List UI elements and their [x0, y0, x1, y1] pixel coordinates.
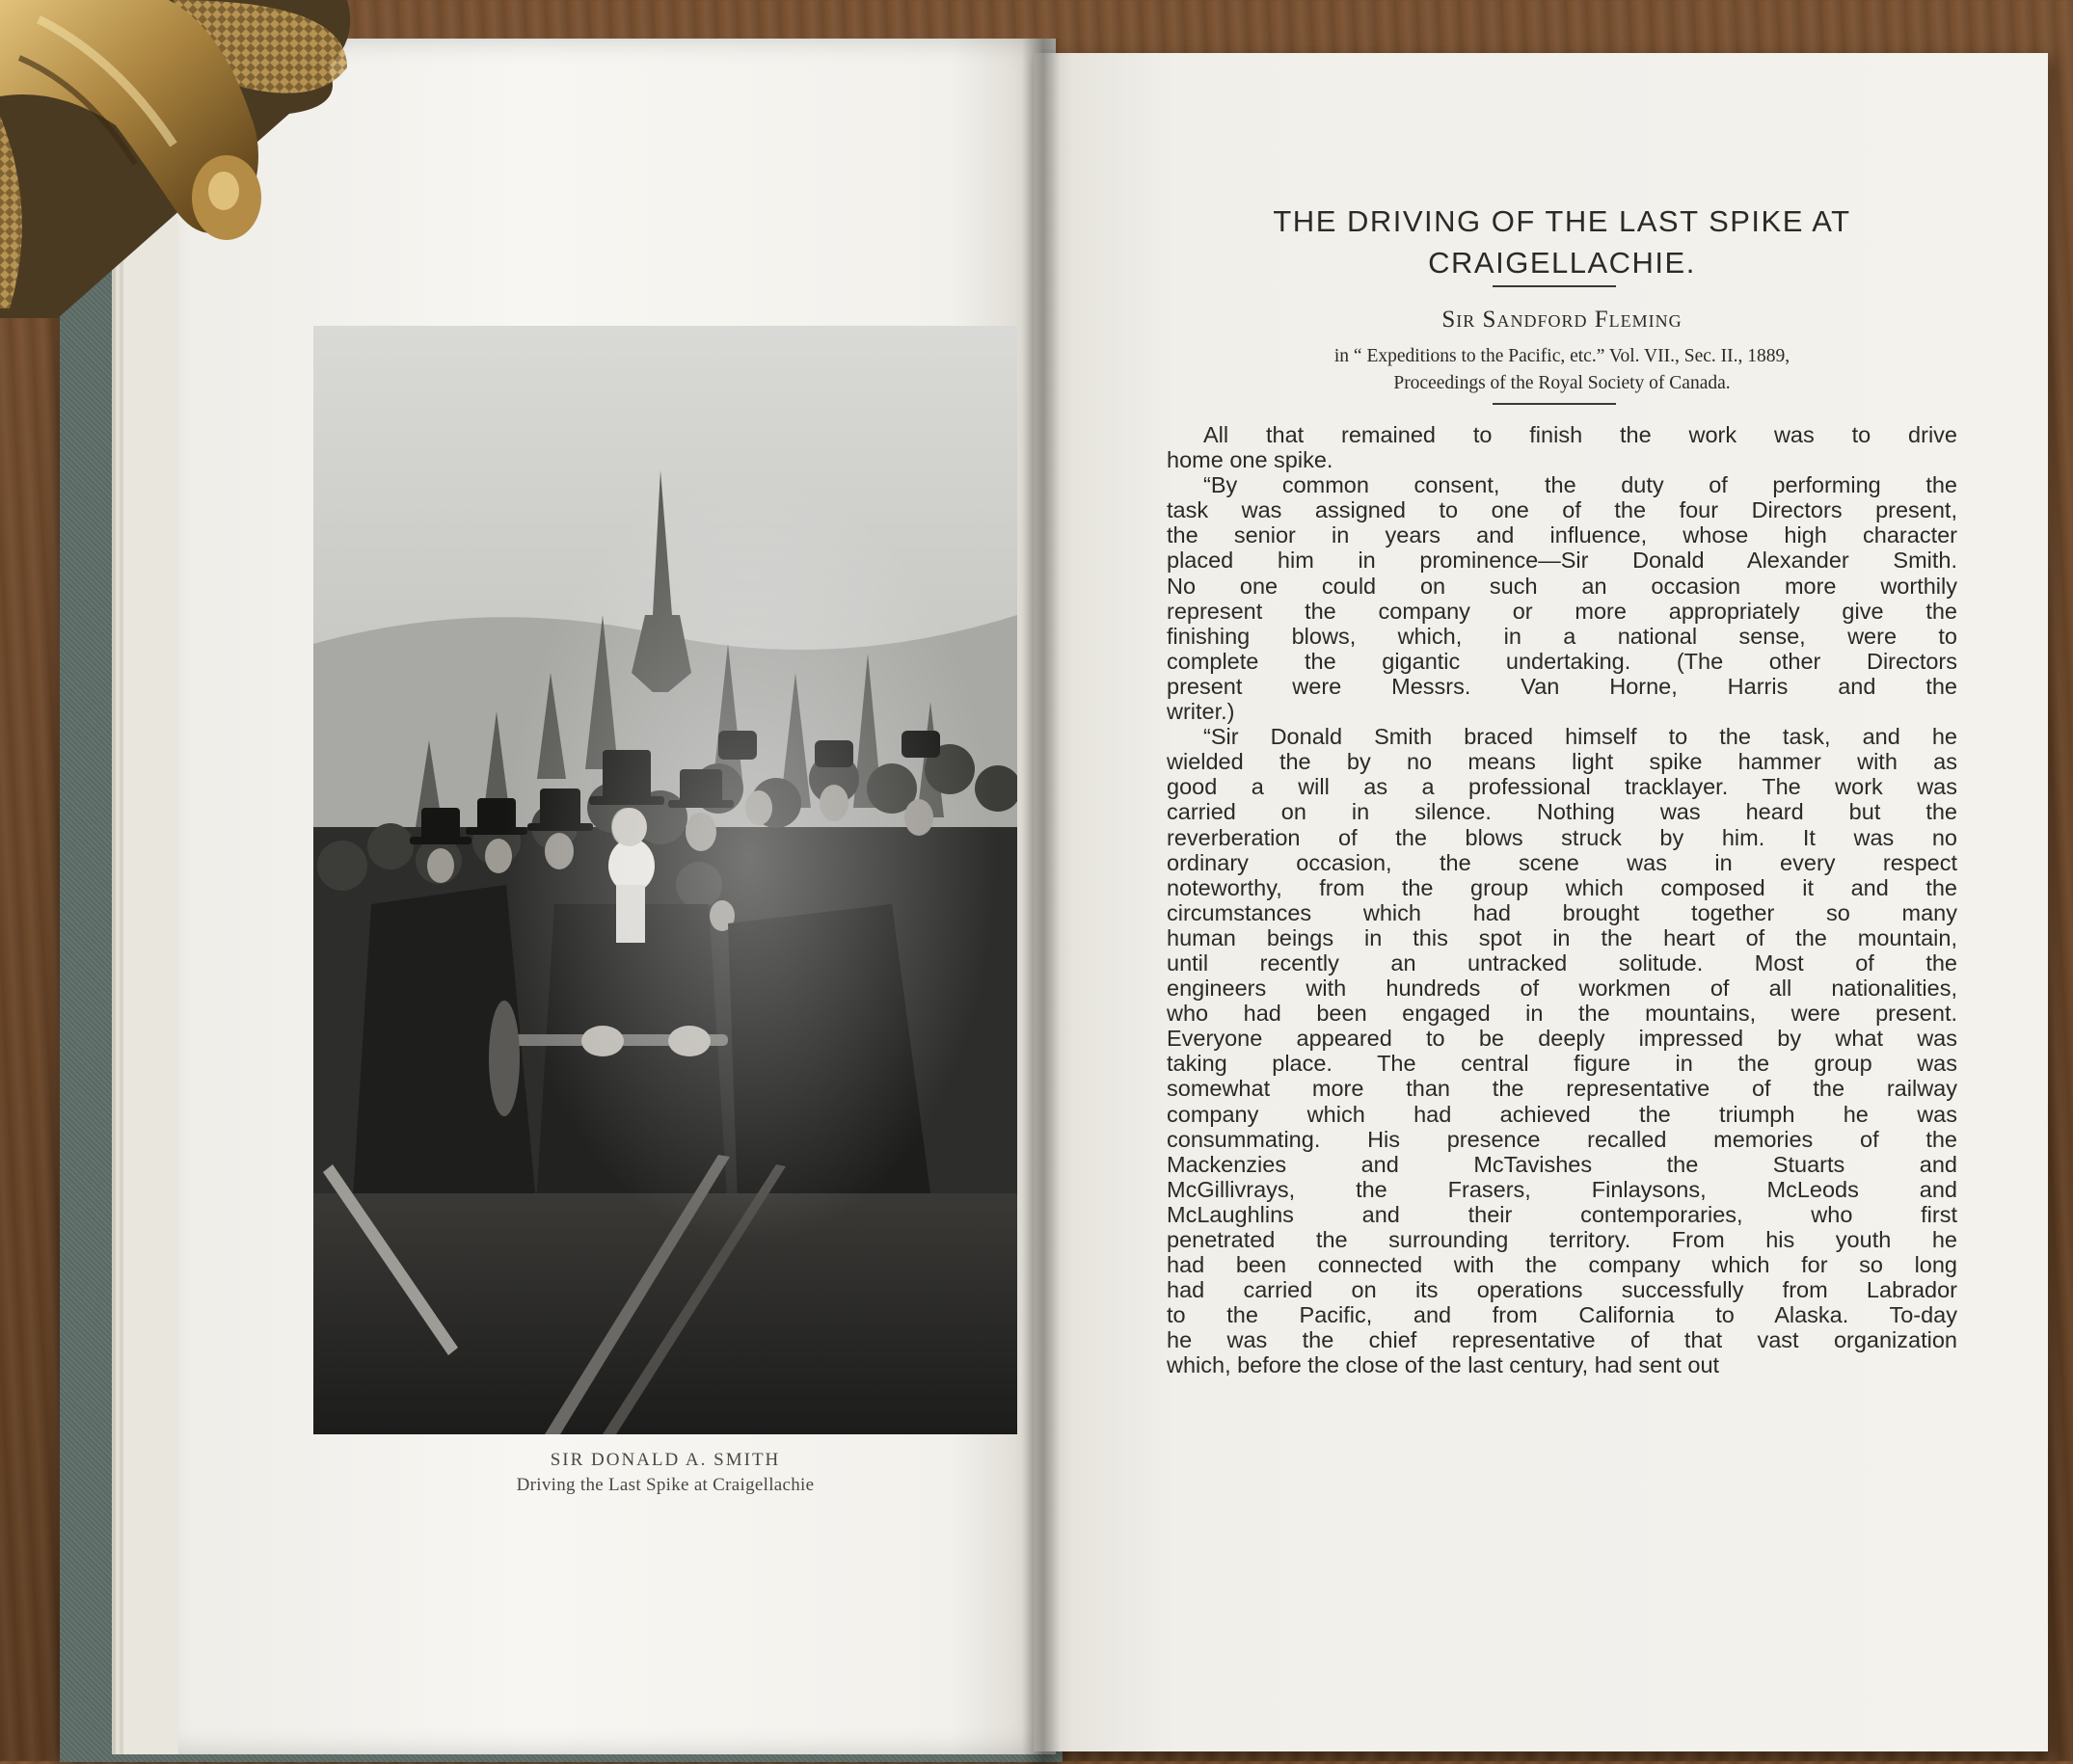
body-line: noteworthy, from the group which composed it and the [1167, 874, 1957, 900]
body-line: consummating. His presence recalled memories of the [1167, 1126, 1957, 1152]
body-line: reverberation of the blows struck by him. It was no [1167, 824, 1957, 850]
body-line: good a will as a professional tracklayer. The work was [1167, 774, 1957, 800]
photograph-image [313, 326, 1017, 1434]
body-line: had carried on its operations successfully from Labrador [1167, 1277, 1957, 1303]
photo-caption-subtitle: Driving the Last Spike at Craigellachie [516, 1475, 815, 1495]
body-line: All that remained to finish the work was to drive [1203, 422, 1957, 447]
body-line: company which had achieved the triumph he was [1167, 1101, 1957, 1127]
body-line: penetrated the surrounding territory. From his youth he [1167, 1227, 1957, 1252]
chapter-title-line-1: THE DRIVING OF THE LAST SPIKE AT [1273, 204, 1851, 238]
body-line: until recently an untracked solitude. Most of the [1167, 949, 1957, 976]
body-line: “Sir Donald Smith braced himself to the task, and he [1203, 724, 1957, 750]
body-line: ordinary occasion, the scene was in every respect [1167, 849, 1957, 875]
body-line: he was the chief representative of that vast organization [1167, 1327, 1957, 1353]
body-line: “By common consent, the duty of performing the [1203, 472, 1957, 498]
source-citation [1167, 343, 1957, 397]
body-line: wielded the by no means light spike hammer with as [1167, 749, 1957, 775]
body-line: task was assigned to one of the four Directors present, [1167, 497, 1957, 523]
body-line: engineers with hundreds of workmen of all nationalities, [1167, 976, 1957, 1002]
author-name: Sir Sandford Fleming [1441, 307, 1683, 333]
body-line: No one could on such an occasion more worthily [1167, 573, 1957, 599]
body-line: finishing blows, which, in a national sense, were to [1167, 623, 1957, 649]
body-line: writer.) [1167, 699, 1235, 725]
chapter-title [1167, 200, 1957, 283]
body-line: the senior in years and influence, whose high character [1167, 522, 1957, 548]
body-line: human beings in this spot in the heart of the mountain, [1167, 924, 1957, 950]
body-line: complete the gigantic undertaking. (The other Directors [1167, 648, 1957, 674]
brass-clasp-icon [0, 0, 357, 318]
source-line-1: in “ Expeditions to the Pacific, etc.” Vol. VII., Sec. II., 1889, [1333, 346, 1790, 366]
body-line: who had been engaged in the mountains, were present. [1167, 1001, 1957, 1027]
body-paragraph [1167, 472, 1957, 724]
chapter-title-line-2: CRAIGELLACHIE. [1428, 246, 1696, 280]
body-paragraph [1167, 724, 1957, 1377]
source-line-2: Proceedings of the Royal Society of Canada. [1393, 373, 1731, 393]
body-line: placed him in prominence—Sir Donald Alexander Smith. [1167, 548, 1957, 574]
body-line: carried on in silence. Nothing was heard but the [1167, 799, 1957, 825]
body-line: had been connected with the company which for so long [1167, 1252, 1957, 1278]
body-text [1167, 422, 1957, 1378]
book-gutter [1022, 39, 1061, 1764]
body-line: taking place. The central figure in the group was [1167, 1051, 1957, 1077]
body-line: circumstances which had brought together so many [1167, 899, 1957, 925]
body-line: somewhat more than the representative of the railway [1167, 1076, 1957, 1102]
body-line: which, before the close of the last century, had sent out [1167, 1352, 1720, 1378]
body-line: to the Pacific, and from California to Alaska. To-day [1167, 1302, 1957, 1328]
body-line: Everyone appeared to be deeply impressed by what was [1167, 1026, 1957, 1052]
title-divider [1493, 285, 1616, 287]
body-line: home one spike. [1167, 447, 1333, 473]
body-line: McLaughlins and their contemporaries, who first [1167, 1201, 1957, 1227]
body-paragraph [1167, 422, 1957, 472]
photo-caption-name: SIR DONALD A. SMITH [550, 1450, 781, 1470]
citation-divider [1493, 403, 1616, 405]
historic-photograph [313, 326, 1017, 1434]
body-line: present were Messrs. Van Horne, Harris and the [1167, 673, 1957, 699]
body-line: Mackenzies and McTavishes the Stuarts and [1167, 1151, 1957, 1177]
body-line: McGillivrays, the Frasers, Finlaysons, McLeods and [1167, 1176, 1957, 1202]
body-line: represent the company or more appropriately give the [1167, 598, 1957, 624]
